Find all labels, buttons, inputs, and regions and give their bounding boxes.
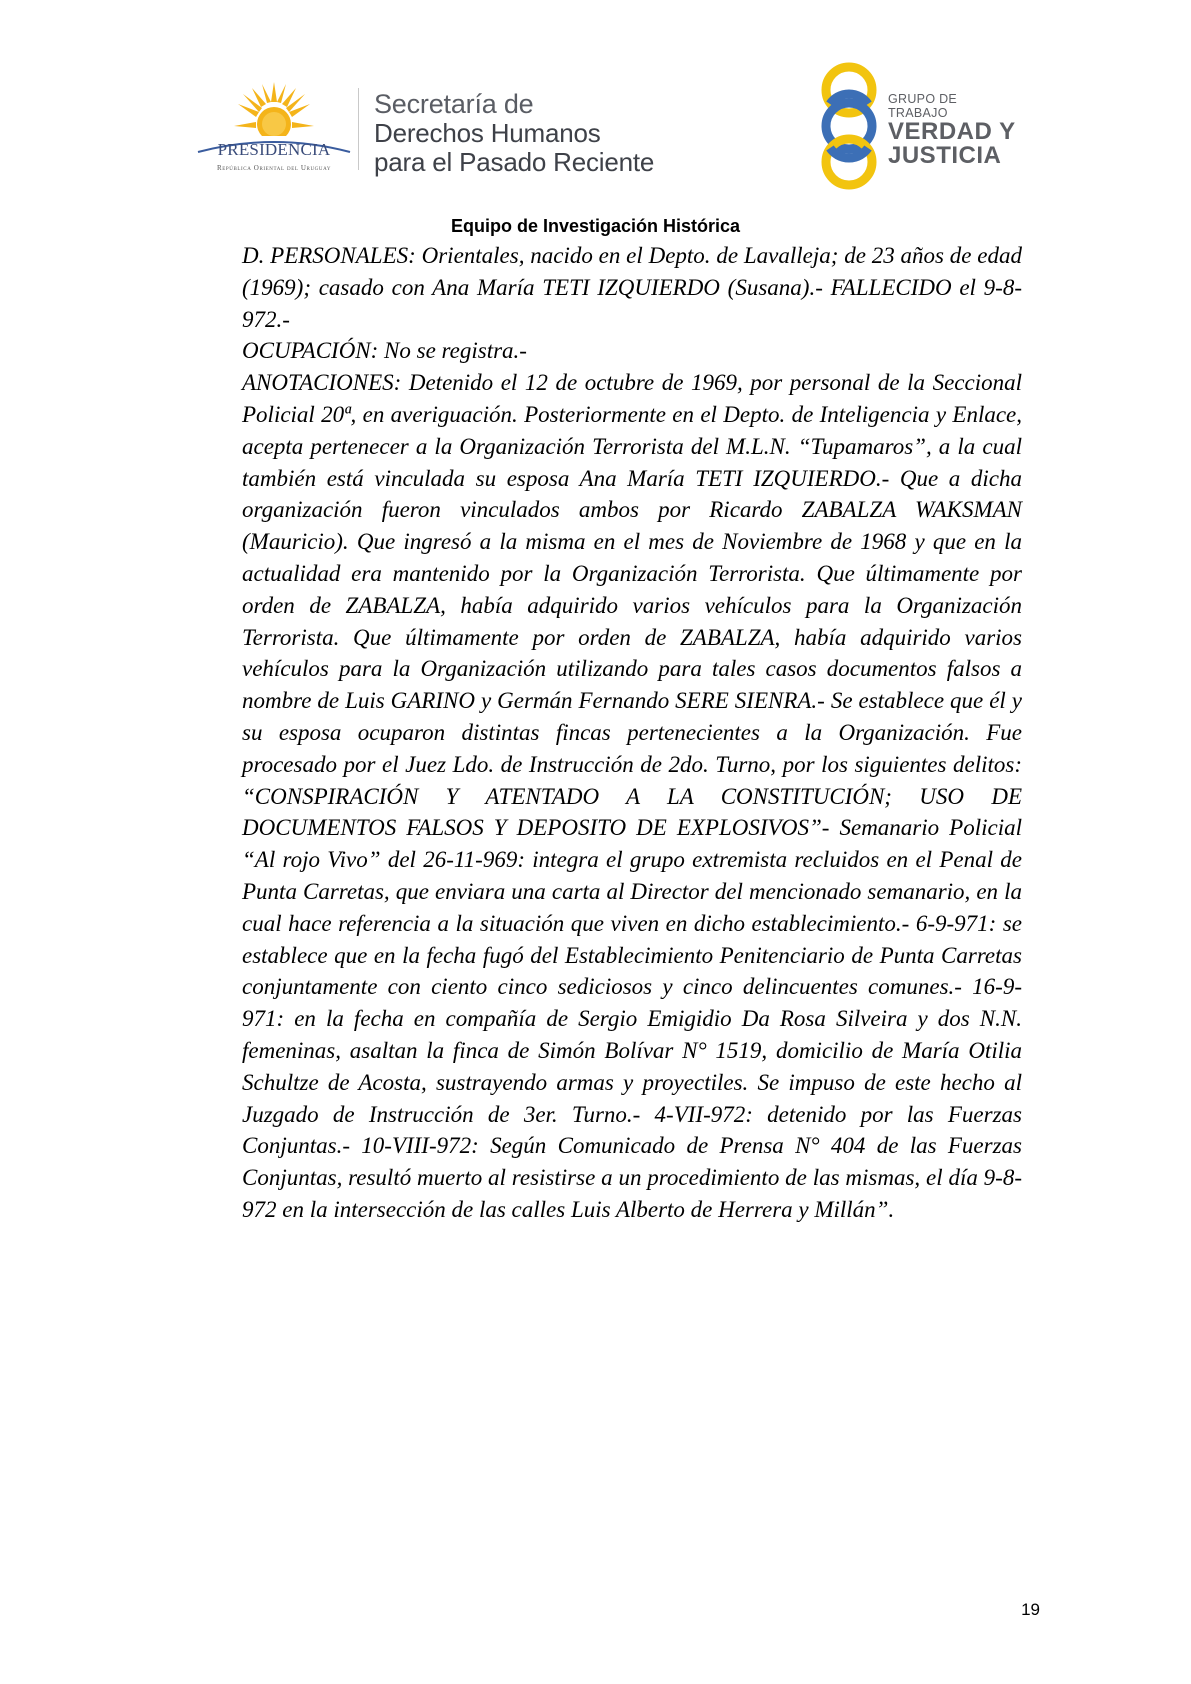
grupo-line-3: JUSTICIA	[888, 142, 1002, 169]
sun-emblem-icon	[234, 80, 314, 142]
presidencia-subtitle: República Oriental del Uruguay	[216, 164, 332, 172]
personal-data-paragraph: D. PERSONALES: Orientales, nacido en el Depto. de Lavalleja; de 23 años de edad (1969); casado con Ana María TETI IZQUIERDO (Susana).- FALLECIDO el 9-8-972.-	[242, 243, 1022, 332]
verdad-justicia-logo	[808, 62, 1018, 190]
secretaria-line-3: para el Pasado Reciente	[374, 147, 655, 177]
presidencia-name: PRESIDENCIA	[217, 140, 331, 159]
secretaria-line-1: Secretaría de	[374, 89, 534, 119]
linked-rings-icon	[808, 62, 890, 190]
verdad-justicia-text	[888, 92, 1018, 168]
occupation-paragraph: OCUPACIÓN: No se registra.-	[242, 338, 527, 364]
team-heading: Equipo de Investigación Histórica	[450, 216, 741, 236]
page-number: 19	[1021, 1600, 1040, 1619]
header-divider	[358, 88, 359, 170]
presidencia-logo	[196, 78, 352, 178]
grupo-line-2: VERDAD Y	[888, 118, 1016, 145]
secretaria-logo-text	[374, 90, 654, 177]
annotations-paragraph: ANOTACIONES: Detenido el 12 de octubre de 1969, por personal de la Seccional Policial 20ª, en averiguación. Posteriormente en el Depto. de Inteligencia y Enlace, acepta pertenecer a la Organización Terrorista del M.L.N. “Tupamaros”, a la cual también está vinculada su esposa Ana María TETI IZQUIERDO.- Que a dicha organización fueron vinculados ambos por Ricardo ZABALZA WAKSMAN (Mauricio). Que ingresó a la misma en el mes de Noviembre de 1968 y que en la actualidad era mantenido por la Organización Terrorista. Que últimamente por orden de ZABALZA, había adquirido varios vehículos para la Organización Terrorista. Que últimamente por orden de ZABALZA, había adquirido varios vehículos para la Organización utilizando para tales casos documentos falsos a nombre de Luis GARINO y Germán Fernando SERE SIENRA.- Se establece que él y su esposa ocuparon distintas fincas pertenecientes a la Organización. Fue procesado por el Juez Ldo. de Instrucción de 2do. Turno, por los siguientes delitos: “CONSPIRACIÓN Y ATENTADO A LA CONSTITUCIÓN; USO DE DOCUMENTOS FALSOS Y DEPOSITO DE EXPLOSIVOS”- Semanario Policial “Al rojo Vivo” del 26-11-969: integra el grupo extremista recluidos en el Penal de Punta Carretas, que enviara una carta al Director del mencionado semanario, en la cual hace referencia a la situación que viven en dicho establecimiento.- 6-9-971: se establece que en la fecha fugó del Establecimiento Penitenciario de Punta Carretas conjuntamente con ciento cinco sediciosos y cinco delincuentes comunes.- 16-9-971: en la fecha en compañía de Sergio Emigidio Da Rosa Silveira y dos N.N. femeninas, asaltan la finca de Simón Bolívar N° 1519, domicilio de María Otilia Schultze de Acosta, sustrayendo armas y proyectiles. Se impuso de este hecho al Juzgado de Instrucción de 3er. Turno.- 4-VII-972: detenido por las Fuerzas Conjuntas.- 10-VIII-972: Según Comunicado de Prensa N° 404 de las Fuerzas Conjuntas, resultó muerto al resistirse a un procedimiento de las mismas, el día 9-8-972 en la intersección de las calles Luis Alberto de Herrera y Millán”.	[242, 370, 1022, 1222]
grupo-line-1: GRUPO DE TRABAJO	[888, 92, 958, 120]
document-body	[242, 240, 1022, 1226]
secretaria-line-2: Derechos Humanos	[374, 118, 601, 148]
